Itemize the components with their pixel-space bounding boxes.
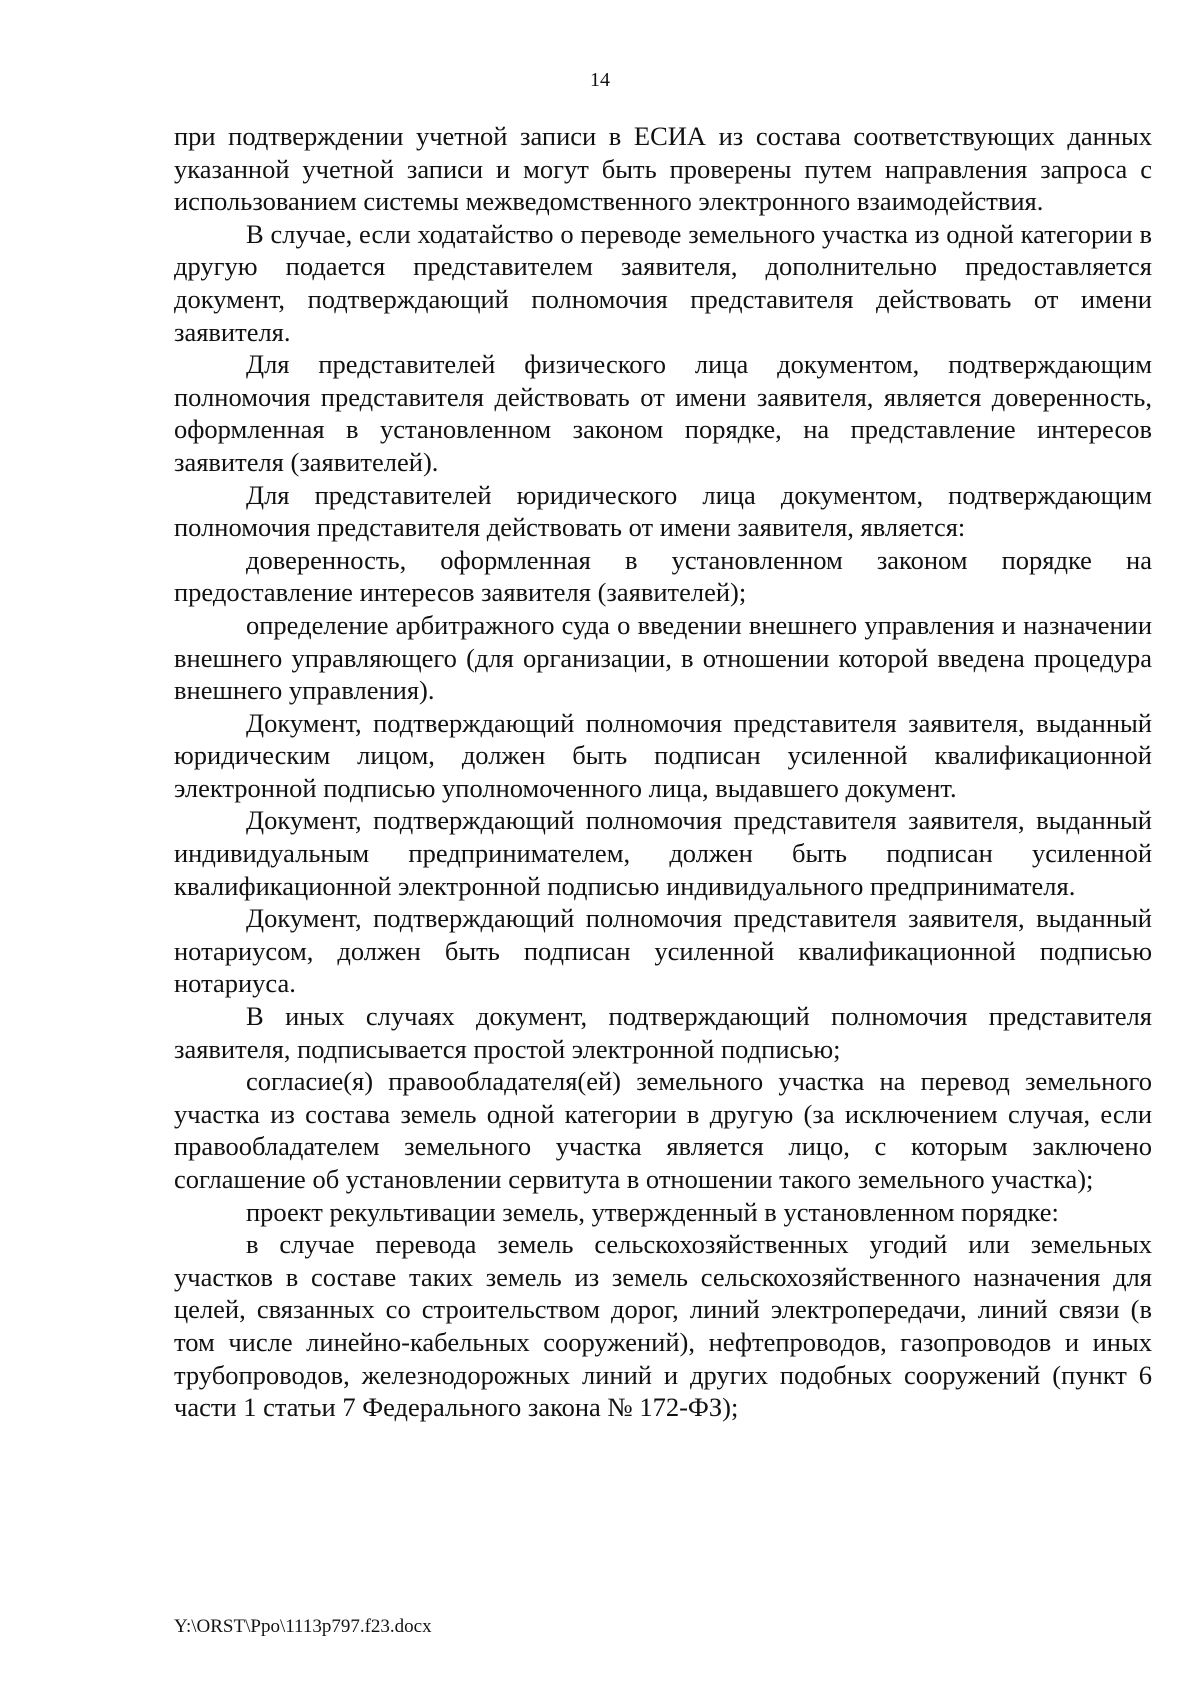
paragraph: В случае, если ходатайство о переводе земельного участка из одной категории в другую подается представителем заявителя, дополнительно предоставляется документ, подтверждающий полномочия представителя действовать от имени заявителя. <box>174 218 1152 347</box>
paragraph: определение арбитражного суда о введении внешнего управления и назначении внешнего управляющего (для организации, в отношении которой введена процедура внешнего управления). <box>174 609 1152 706</box>
paragraph: согласие(я) правообладателя(ей) земельного участка на перевод земельного участка из состава земель одной категории в другую (за исключением случая, если правообладателем земельного участка является лицо, с которым заключено соглашение об установлении сервитута в отношении такого земельного участка); <box>174 1066 1152 1194</box>
paragraph: В иных случаях документ, подтверждающий полномочия представителя заявителя, подписывается простой электронной подписью; <box>174 1001 1152 1064</box>
paragraph: доверенность, оформленная в установленном законом порядке на предоставление интересов заявителя (заявителей); <box>174 544 1152 608</box>
document-body <box>174 120 1152 1424</box>
footer-file-path: Y:\ORST\Ppo\1113p797.f23.docx <box>174 1616 432 1637</box>
paragraph: Для представителей юридического лица документом, подтверждающим полномочия представителя действовать от имени заявителя, является: <box>174 479 1152 543</box>
paragraph: при подтверждении учетной записи в ЕСИА из состава соответствующих данных указанной учетной записи и могут быть проверены путем направления запроса с использованием системы межведомственного электронного взаимодействия. <box>174 121 1152 217</box>
paragraph: Для представителей физического лица документом, подтверждающим полномочия представителя действовать от имени заявителя, является доверенность, оформленная в установленном законом порядке, на представление интересов заявителя (заявителей). <box>174 349 1152 477</box>
paragraph: в случае перевода земель сельскохозяйственных угодий или земельных участков в составе таких земель из земель сельскохозяйственного назначения для целей, связанных со строительством дорог, линий электропередачи, линий связи (в том числе линейно-кабельных сооружений), нефтепроводов, газопроводов и иных трубопроводов, железнодорожных линий и других подобных сооружений (пункт 6 части 1 статьи 7 Федерального закона № 172-ФЗ); <box>174 1229 1152 1423</box>
paragraph: Документ, подтверждающий полномочия представителя заявителя, выданный индивидуальным предпринимателем, должен быть подписан усиленной квалификационной электронной подписью индивидуального предпринимателя. <box>174 805 1152 901</box>
paragraph: Документ, подтверждающий полномочия представителя заявителя, выданный нотариусом, должен быть подписан усиленной квалификационной подписью нотариуса. <box>174 903 1152 999</box>
paragraph: Документ, подтверждающий полномочия представителя заявителя, выданный юридическим лицом, должен быть подписан усиленной квалификационной электронной подписью уполномоченного лица, выдавшего документ. <box>174 707 1152 803</box>
paragraph: проект рекультивации земель, утвержденный в установленном порядке: <box>246 1196 1059 1227</box>
page-number: 14 <box>590 69 610 91</box>
